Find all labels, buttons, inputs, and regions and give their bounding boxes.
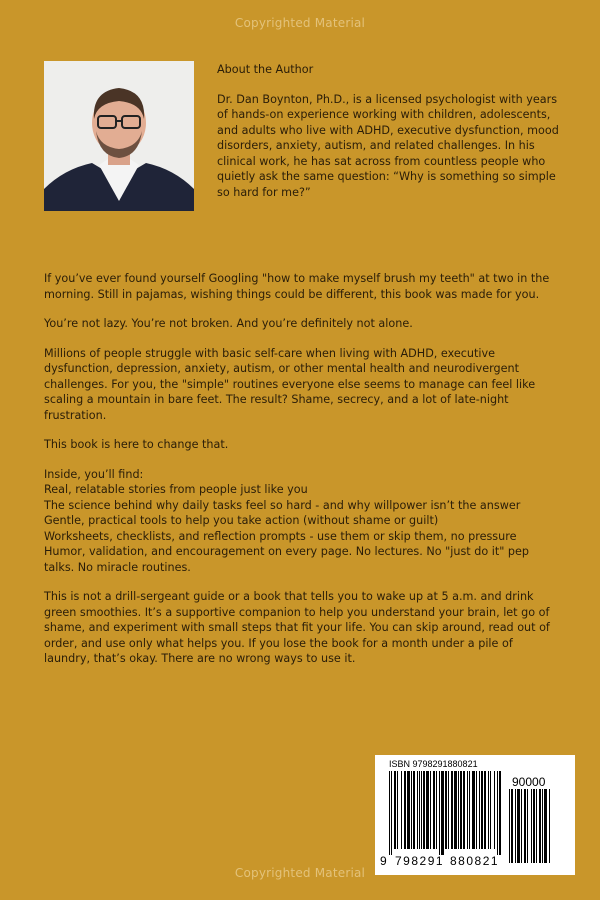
- isbn-barcode-box: [375, 755, 575, 875]
- barcode-bar: [479, 771, 480, 849]
- barcode-bar: [533, 789, 535, 863]
- barcode-bar: [463, 771, 465, 849]
- barcode-bar: [401, 771, 402, 849]
- barcode-bar: [467, 771, 468, 849]
- barcode-bar: [389, 771, 390, 855]
- barcode-bar: [413, 771, 415, 849]
- blurb-paragraph: This book is here to change that.: [44, 438, 229, 451]
- barcode-bar: [499, 771, 501, 855]
- barcode-bar: [445, 771, 447, 849]
- blurb-paragraph: You’re not lazy. You’re not broken. And you’re definitely not alone.: [44, 317, 413, 330]
- barcode-bar: [417, 771, 418, 849]
- barcode-bar: [421, 771, 422, 849]
- barcode-bar: [484, 771, 486, 849]
- about-author-heading: About the Author: [217, 63, 314, 76]
- barcode-bar: [515, 789, 516, 863]
- barcode-bars: [389, 771, 503, 855]
- list-item: Worksheets, checklists, and reflection prompts - use them or skip them, no pressure: [44, 529, 517, 543]
- list-item: Real, relatable stories from people just like you: [44, 483, 308, 496]
- isbn-label: ISBN 9798291880821: [389, 759, 478, 769]
- barcode-bar: [419, 771, 420, 849]
- list-item: The science behind why daily tasks feel so hard - and why willpower isn’t the answer: [44, 498, 521, 512]
- barcode-bar: [527, 789, 528, 863]
- barcode-bar: [411, 771, 412, 849]
- barcode-bar: [531, 789, 532, 863]
- barcode-bar: [407, 771, 410, 849]
- barcode-bar: [397, 771, 398, 849]
- book-blurb: [44, 271, 560, 681]
- features-list: [44, 482, 560, 575]
- barcode-bar: [481, 771, 483, 849]
- barcode-bar: [549, 789, 550, 863]
- about-author-section: [217, 62, 562, 200]
- list-item: Gentle, practical tools to help you take action (without shame or guilt): [44, 514, 439, 527]
- price-code: 90000: [512, 775, 546, 789]
- blurb-paragraph: If you’ve ever found yourself Googling "how to make myself brush my teeth" at two in the morning. Still in pajamas, wishing things could be different, this book was made for you.: [44, 272, 550, 301]
- barcode-bar: [494, 771, 495, 849]
- copyright-watermark-bottom: Copyrighted Material: [234, 866, 366, 880]
- barcode-bar: [539, 789, 541, 863]
- barcode-bar: [439, 771, 440, 855]
- blurb-paragraph: Millions of people struggle with basic self-care when living with ADHD, executive dysfunction, depression, anxiety, autism, or other mental health and neurodivergent challenges. For you, the "simple" routines everyone else seems to manage can feel like scaling a mountain in bare feet. The result? Shame, secrecy, and a lot of late-night frustration.: [44, 346, 536, 422]
- author-photo: [44, 61, 194, 211]
- author-bio: Dr. Dan Boynton, Ph.D., is a licensed psychologist with years of hands-on experience working with children, adolescents, and adults who live with ADHD, executive dysfunction, mood disorders, anxiety, autism, and related challenges. In his clinical work, he has sat across from countless people who quietly ask the same question: “Why is something so simple so hard for me?”: [217, 92, 559, 199]
- barcode-bar: [404, 771, 406, 849]
- barcode-bar: [430, 771, 431, 849]
- barcode-bar: [391, 771, 392, 855]
- barcode-bar: [524, 789, 526, 863]
- barcode-bar: [509, 789, 510, 863]
- barcode-bar: [544, 789, 547, 863]
- barcode-bar: [542, 789, 543, 863]
- barcode-bar: [423, 771, 425, 849]
- barcode-bar: [448, 771, 449, 849]
- barcode-addon-bars: [509, 789, 565, 869]
- barcode-bar: [460, 771, 462, 849]
- barcode-bar: [451, 771, 453, 849]
- barcode-bar: [497, 771, 498, 855]
- features-list-intro: Inside, you’ll find:: [44, 467, 144, 481]
- barcode-digits-left: 798291: [395, 854, 445, 868]
- barcode-bar: [426, 771, 429, 849]
- barcode-digits-right: 880821: [450, 854, 500, 868]
- barcode-bar: [521, 789, 522, 863]
- barcode-bar: [458, 771, 459, 849]
- barcode-bar: [433, 771, 435, 849]
- barcode-bar: [536, 789, 537, 863]
- barcode-bar: [488, 771, 489, 849]
- barcode-bar: [441, 771, 444, 855]
- barcode-bar: [394, 771, 396, 849]
- barcode-bar: [476, 771, 477, 849]
- copyright-watermark-top: Copyrighted Material: [234, 16, 366, 30]
- barcode-bar: [490, 771, 491, 849]
- barcode-bar: [469, 771, 470, 849]
- author-portrait-image: [44, 61, 194, 211]
- barcode-digit-prefix: 9: [380, 854, 387, 868]
- barcode-bar: [436, 771, 437, 849]
- barcode-bar: [517, 789, 520, 863]
- barcode-bar: [454, 771, 457, 849]
- barcode-bar: [511, 789, 513, 863]
- barcode-bar: [472, 771, 475, 849]
- blurb-paragraph: This is not a drill-sergeant guide or a book that tells you to wake up at 5 a.m. and drink green smoothies. It’s a supportive companion to help you understand your brain, let go of shame, and experiment with small steps that fit your life. You can skip around, read out of order, and use only what helps you. If you lose the book for a month under a pile of laundry, that’s okay. There are no wrong ways to use it.: [44, 590, 550, 665]
- list-item: Humor, validation, and encouragement on every page. No lectures. No "just do it" pep talks. No miracle routines.: [44, 545, 530, 574]
